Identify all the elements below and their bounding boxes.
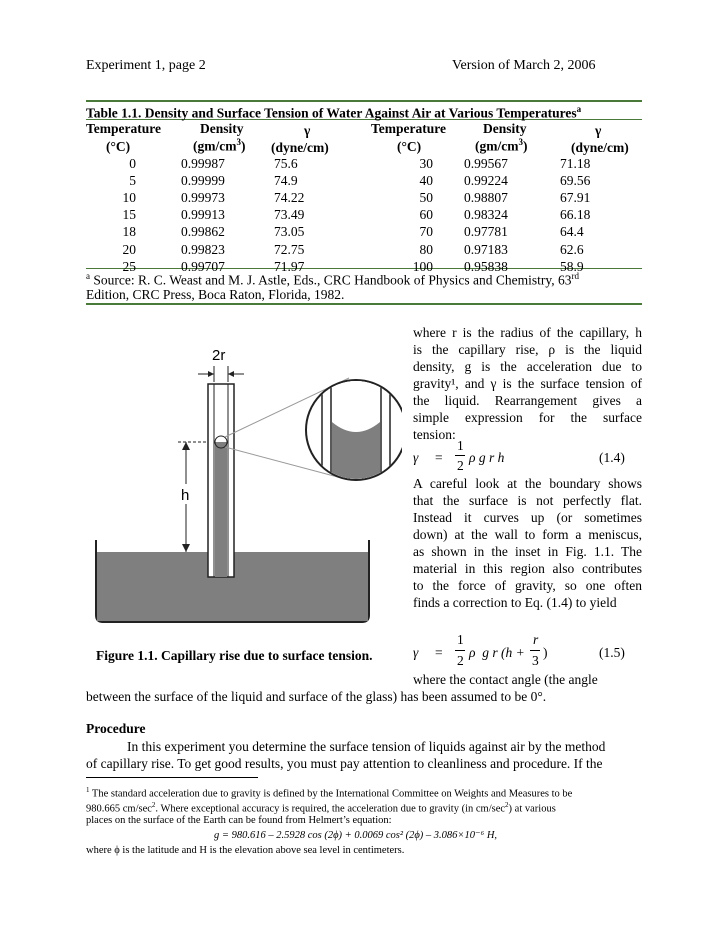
- col-header-gamma-2: γ: [595, 123, 602, 138]
- eq2-numerator: 1: [457, 632, 464, 647]
- col-header-density: Density: [200, 121, 244, 136]
- table-cell: 25: [122, 258, 136, 274]
- eq2-inner-denominator: 3: [532, 653, 539, 668]
- eq2-equals: =: [435, 645, 443, 660]
- table-cell: 75.6: [274, 156, 298, 171]
- paragraph-line: where r is the radius of the capillary, h: [413, 325, 642, 340]
- equation-1-5: [413, 632, 642, 668]
- eq1-numerator: 1: [457, 438, 464, 453]
- eq1-rhs: ρ g r h: [469, 450, 505, 465]
- eq1-fraction-bar: [455, 455, 465, 456]
- table-cell: 0.99999: [181, 173, 225, 189]
- paragraph-line: tension:: [413, 427, 456, 442]
- label-h: h: [181, 487, 190, 504]
- table-cell: 0.99862: [181, 224, 225, 240]
- source-edition-sup: rd: [571, 271, 580, 281]
- footnote-g-value: 980.665 cm/sec: [86, 803, 152, 815]
- procedure-line1: In this experiment you determine the surface tension of liquids against air by the method: [127, 739, 606, 754]
- running-header-left: Experiment 1, page 2: [86, 58, 206, 73]
- paragraph-line: density, g is the acceleration due to: [413, 359, 642, 374]
- density-unit-exp-2: 3: [518, 137, 523, 147]
- table-source-line1: [86, 271, 579, 289]
- eq1-gamma: γ: [413, 450, 419, 465]
- table-cell: 72.75: [274, 241, 305, 257]
- paragraph-line: A careful look at the boundary shows: [413, 476, 642, 491]
- paragraph-line: simple expression for the surface: [413, 410, 642, 425]
- table-cell: 80: [419, 241, 433, 257]
- table-cell: 69.56: [560, 173, 591, 189]
- col-header-density-2: Density: [483, 121, 527, 136]
- col-header-gamma-unit-2: (dyne/cm): [571, 140, 629, 155]
- table-cell: 0.98324: [464, 207, 508, 223]
- col-header-density-unit: [193, 137, 245, 155]
- inset-meniscus-liquid: [332, 422, 380, 500]
- paragraph-line: finds a correction to Eq. (1.4) to yield: [413, 595, 617, 610]
- col-header-temperature: Temperature: [86, 121, 161, 136]
- density-unit-exp: 3: [236, 137, 241, 147]
- height-arrowhead-top: [182, 442, 190, 450]
- eq2-inner-numerator: r: [533, 632, 539, 647]
- table-cell: 74.22: [274, 190, 305, 206]
- table-cell: 67.91: [560, 190, 591, 206]
- table-source-line2: Edition, CRC Press, Boca Raton, Florida, 1982.: [86, 287, 345, 302]
- table-cell: 20: [122, 241, 136, 257]
- paragraph-line: is the capillary rise, ρ is the liquid: [413, 342, 642, 357]
- footnote-line3: places on the surface of the Earth can be found from Helmert’s equation:: [86, 815, 392, 826]
- table-cell: 40: [419, 173, 433, 189]
- table-cell: 15: [122, 207, 136, 223]
- table-cell: 0.99567: [464, 156, 508, 171]
- table-cell: 0.99973: [181, 190, 225, 206]
- table-cell: 10: [122, 190, 136, 206]
- running-header-right: Version of March 2, 2006: [452, 58, 596, 73]
- table-cell: 0.95838: [464, 258, 508, 274]
- eq2-middle: ρ g r (h +: [469, 645, 525, 660]
- source-text: Source: R. C. Weast and M. J. Astle, Eds., CRC Handbook of Physics and Chemistry, 63: [90, 272, 572, 288]
- right-col-para1: [413, 324, 642, 443]
- eq1-denominator: 2: [457, 458, 464, 473]
- col-header-temperature-2: Temperature: [371, 121, 446, 136]
- equation-1-4: [413, 438, 642, 474]
- table-cell: 0.97781: [464, 224, 508, 240]
- paragraph-line: that the surface is not perfectly flat.: [413, 493, 642, 508]
- density-unit-prefix-2: (gm/cm: [475, 138, 519, 154]
- eq2-close-paren: ): [543, 645, 548, 660]
- radius-arrowhead-right: [228, 371, 234, 377]
- table-bottom-rule: [86, 268, 642, 269]
- eq2-tag: (1.5): [599, 645, 625, 660]
- label-2r: 2r: [212, 347, 226, 364]
- eq2-denominator: 2: [457, 653, 464, 668]
- helmert-equation: g = 980.616 – 2.5928 cos (2ϕ) + 0.0069 cos² (2ϕ) – 3.086×10⁻⁶ H,: [214, 830, 498, 841]
- table-cell: 70: [419, 224, 433, 240]
- table-cell: 100: [412, 258, 433, 274]
- radius-arrowhead-left: [208, 371, 214, 377]
- footnote-text-3: ) at various: [508, 803, 556, 815]
- paragraph-line: material in this region also contributes: [413, 561, 642, 576]
- procedure-heading: Procedure: [86, 721, 146, 736]
- footnote-text-2: . Where exceptional accuracy is required, the acceleration due to gravity (in cm/sec: [155, 803, 506, 815]
- table-cell: 0.99823: [181, 241, 225, 257]
- table-cell: 0.99224: [464, 173, 508, 189]
- table-caption-text: Table 1.1. Density and Surface Tension of Water Against Air at Various Temperatures: [86, 105, 577, 121]
- footnote-sup-b: 2: [505, 801, 509, 809]
- paragraph-line: down) at the wall to form a meniscus,: [413, 527, 642, 542]
- eq1-tag: (1.4): [599, 450, 625, 465]
- capillary-figure: [86, 330, 402, 630]
- table-cell: 71.97: [274, 258, 305, 274]
- footnote-sup-a: 2: [151, 801, 156, 809]
- col-header-temperature-unit-2: (°C): [397, 139, 422, 154]
- figure-caption: Figure 1.1. Capillary rise due to surface tension.: [96, 648, 373, 663]
- source-note-mark: a: [86, 271, 90, 281]
- footnote-separator: [86, 777, 258, 778]
- procedure-line2: of capillary rise. To get good results, you must pay attention to cleanliness and procedure. If the: [86, 756, 603, 771]
- table-cell: 73.05: [274, 224, 305, 240]
- table-cell: 66.18: [560, 207, 591, 223]
- paragraph-line: Instead it curves up (or sometimes: [413, 510, 642, 525]
- table-cell: 62.6: [560, 241, 584, 257]
- paragraph-line: the liquid. Rearrangement gives a: [413, 393, 642, 408]
- table-cell: 64.4: [560, 224, 584, 240]
- eq1-equals: =: [435, 450, 443, 465]
- table-cell: 71.18: [560, 156, 591, 171]
- density-unit-suffix-2: ): [522, 138, 528, 154]
- eq2-gamma: γ: [413, 645, 419, 660]
- table-top-rule: [86, 100, 642, 102]
- table-cell: 73.49: [274, 207, 305, 223]
- col-header-density-unit-2: [475, 137, 527, 155]
- col-header-gamma: γ: [304, 123, 311, 138]
- table-end-rule: [86, 303, 642, 305]
- footnote-mark: 1: [86, 786, 90, 794]
- footnote-text-1: The standard acceleration due to gravity is defined by the International Committee on Weights and Measures to be: [89, 788, 573, 800]
- col-header-temperature-unit: (°C): [106, 139, 131, 154]
- table-cell: 0.98807: [464, 190, 508, 206]
- table-caption-note-mark: a: [576, 104, 582, 114]
- table-cell: 0: [129, 156, 136, 171]
- table-cell: 0.97183: [464, 241, 508, 257]
- paragraph-continuation: between the surface of the liquid and surface of the glass) has been assumed to be 0°.: [86, 689, 547, 704]
- col-header-gamma-unit: (dyne/cm): [271, 140, 329, 155]
- right-col-para3: where the contact angle (the angle: [413, 672, 598, 687]
- density-unit-suffix: ): [240, 138, 246, 154]
- paragraph-line: as shown in the inset in Fig. 1.1. The: [413, 544, 642, 559]
- liquid-column: [215, 442, 227, 577]
- paragraph-line: to the force of gravity, so one often: [413, 578, 642, 593]
- table-cell: 50: [419, 190, 433, 206]
- table-cell: 5: [129, 173, 136, 189]
- table-cell: 0.99913: [181, 207, 225, 223]
- table-cell: 60: [419, 207, 433, 223]
- table-cell: 30: [419, 156, 433, 171]
- right-col-para2: [413, 475, 642, 611]
- table-cell: 74.9: [274, 173, 298, 189]
- table-cell: 0.99987: [181, 156, 225, 171]
- table-cell: 0.99707: [181, 258, 225, 274]
- height-arrowhead-bottom: [182, 544, 190, 552]
- eq2-fraction-bar: [455, 650, 465, 651]
- table-cell: 18: [122, 224, 136, 240]
- paragraph-line: gravity¹, and γ is the surface tension of: [413, 376, 642, 391]
- table-cell: 58.9: [560, 258, 584, 274]
- density-unit-prefix: (gm/cm: [193, 138, 237, 154]
- footnote-line5: where ϕ is the latitude and H is the elevation above sea level in centimeters.: [86, 845, 405, 856]
- eq2-inner-fraction-bar: [530, 650, 540, 651]
- table-caption: [86, 104, 581, 122]
